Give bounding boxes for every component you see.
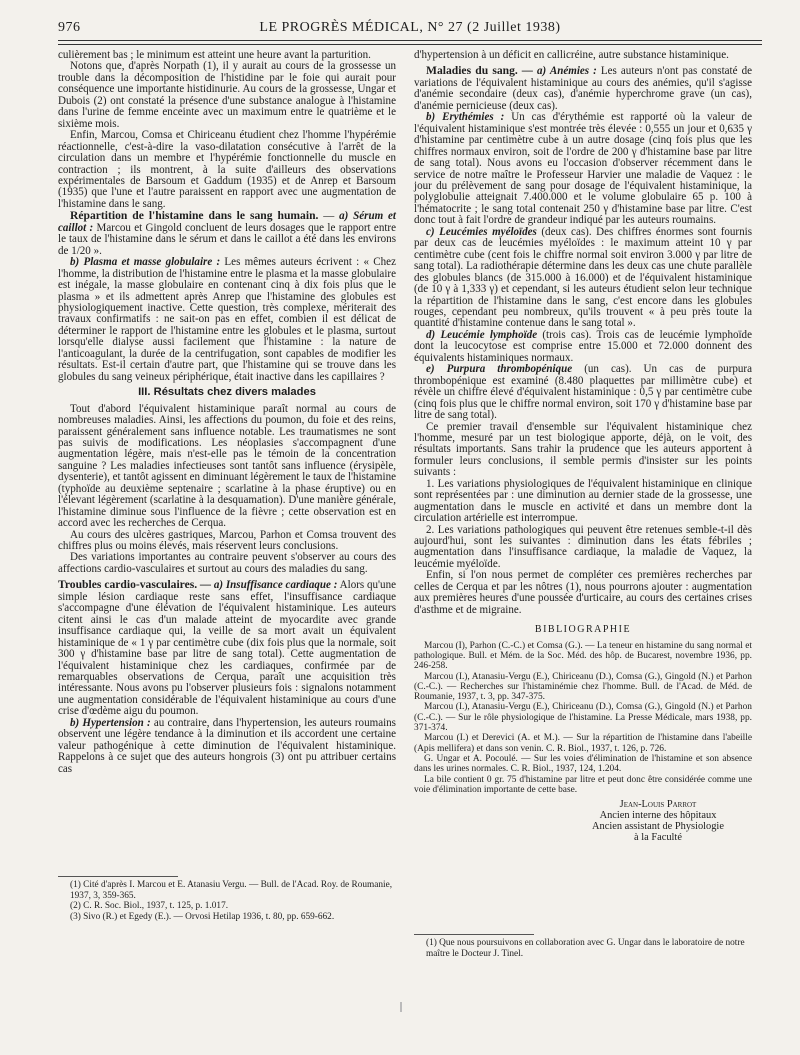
paragraph: 2. Les variations pathologiques qui peuvent être retenues semble-t-il dès aujourd'hui, sont les suivantes : diminution dans les états fébriles ; augmentation dans l'insuffisance cardiaque, la maladie de Vaquez, la leucémie myéloïde. xyxy=(414,523,752,570)
footnotes-right xyxy=(414,934,752,959)
bibliography-heading: BIBLIOGRAPHIE xyxy=(534,624,632,636)
print-mark xyxy=(400,1002,402,1012)
subheading-label: — a) Insuffisance cardiaque : xyxy=(197,579,338,592)
footnote-rule xyxy=(414,934,534,935)
paragraph: Répartition de l'histamine dans le sang humain. — a) Sérum et caillot : Marcou et Gingold concluent de leurs dosages que le rapport entre le taux de l'histamine dans le sérum et dans le caillot a été dans les environs de 1/20 ». xyxy=(58,209,396,257)
paragraph-text: Les auteurs n'ont pas constaté de variations de l'équivalent histaminique au cours des anémies, qu'il s'agisse d'anémie secondaire (deux cas), d'anémie hyperchrome grave (un cas), d'anémie pernicieuse (deux cas). xyxy=(414,65,752,112)
bibliography-entry: Marcou (I.) et Derevici (A. et M.). — Sur la répartition de l'histamine dans l'abeille (Apis mellifera) et dans son venin. C. R. Biol., 1937, t. 126, p. 726. xyxy=(414,733,752,754)
subheading-label: b) Hypertension : xyxy=(70,716,151,729)
subheading-label: e) Purpura thrombopénique xyxy=(426,363,573,376)
footnote: (1) Que nous poursuivons en collaboration avec G. Ungar dans le laboratoire de notre maître le Docteur J. Tinel. xyxy=(426,938,745,959)
subheading-label: a) Sérum et caillot : xyxy=(58,210,396,234)
paragraph: Ce premier travail d'ensemble sur l'équivalent histaminique chez l'homme, mesuré par un test biologique apporte, déjà, on le voit, des résultats importants. Sans trahir la prudence que les auteurs apportent à formuler leurs conclusions, il semble permis d'insister sur les points suivants : xyxy=(414,420,752,479)
subheading: Troubles cardio-vasculaires. xyxy=(58,578,198,592)
left-column xyxy=(58,50,396,775)
paragraph xyxy=(414,112,752,227)
running-head xyxy=(58,20,762,38)
paragraph xyxy=(58,257,396,383)
paragraph xyxy=(414,364,752,421)
header-rule xyxy=(58,40,762,45)
paragraph xyxy=(414,227,752,330)
paragraph: Tout d'abord l'équivalent histaminique paraît normal au cours de nombreuses maladies. Ainsi, les affections du poumon, du foie et des reins, paraissent généralement sans influence notable. Les traumatismes ne sont pas suivis de modifications. Les néoplasies s'accompagnent d'une augmentation légère, mais n'est-elle pas le témoin de la concentration sanguine ? Les maladies infectieuses sont tantôt sans influence (érysipèle, dysenterie), et tantôt agissent en diminuant légèrement le taux de l'histamine (typhoïde au deuxième septenaire ; scarlatine à la phase éruptive) ou en l'élevant légèrement (scarlatine à la desquamation). D'une manière générale, l'histamine diminue sous l'influence de la fièvre ; cette observation est en accord avec les recherches de Cerqua. xyxy=(58,402,396,530)
bibliography-entry: Marcou (I), Parhon (C.-C.) et Comsa (G.). — La teneur en histamine du sang normal et pathologique. Bull. et Mém. de la Soc. Méd. des hôp. de Bucarest, novembre 1936, pp. 246-258. xyxy=(414,640,752,672)
subheading-label: — a) Anémies : xyxy=(517,65,597,78)
footnotes-left xyxy=(58,876,396,922)
paragraph-text: au contraire, dans l'hypertension, les auteurs roumains observent une légère tendance à la diminution et ils accordent une certaine valeur pathogénique à cette diminution de l'équivalent histaminique. Rappelons à ce sujet que des auteurs hongrois (3) ont pu attribuer certains cas xyxy=(58,716,396,775)
subheading-label: b) Erythémies : xyxy=(426,111,505,124)
subheading: Répartition de l'histamine dans le sang humain. xyxy=(70,209,319,223)
paragraph-text: Alors qu'une simple lésion cardiaque reste sans effet, l'insuffisance cardiaque s'accompagne d'une élévation de l'équivalent histaminique. Les auteurs citent ainsi le cas d'un malade atteint de myocardite avec grande insuffisance cardiaque qui, la veille de sa mort avait un équivalent histaminique de « 1 γ par centimètre cube (dix fois plus que la normale, soit 300 γ d'histamine base par litre de sang total). Cette augmentation de l'équivalent histaminique chez les cardiaques, confirmée par de remarquables observations de Cerqua, paraît une acquisition très intéressante. Nous avons pu l'observer plusieurs fois : signalons notamment une augmentation considérable de l'équivalent histaminique au cours d'une crise d'œdème aigu du poumon. xyxy=(58,579,396,718)
bibliography xyxy=(414,641,752,795)
paragraph-text: (un cas). Un cas de purpura thrombopénique est examiné (8.480 plaquettes par millimètre cube) et révèle un chiffre élevé d'équivalent histaminique : 0,5 γ par centimètre cube (cinq fois plus que le chiffre normal environ, soit 170 γ d'histamine base par litre de sang total). xyxy=(414,363,753,422)
bibliography-entry: Marcou (I.), Atanasiu-Vergu (E.), Chiriceanu (D.), Comsa (G.), Gingold (N.) et Parhon (C.-C.). — Sur le rôle physiologique de l'histamine. La Presse Médicale, mars 1938, pp. 371-374. xyxy=(414,702,752,734)
footnote-rule xyxy=(58,876,178,877)
paragraph-text: Marcou et Gingold concluent de leurs dosages que le rapport entre le taux de l'histamine dans le sérum et dans le caillot a été dans les environs de 1/20 ». xyxy=(58,221,396,257)
paragraph-text: Un cas d'érythémie est rapporté où la valeur de l'équivalent histaminique s'est montrée très élevée : 0,555 un jour et 0,635 γ d'histamine par centimètre cube à un autre dosage (cinq fois plus que les chiffres normaux environ, soit de l'ordre de 200 γ d'histamine base par litre de sang total). Nous avons eu l'occasion d'observer récemment dans le service de notre maître le Professeur Harvier une maladie de Vaquez : le jour du prélèvement de sang pour dosage de l'équivalent histaminique, la polyglobulie atteignait 7.400.000 et le volume globulaire 65 p. 100 à l'hématocrite ; le sang total contenait 250 γ d'histamine base par litre. C'est donc tout à fait l'ordre de grandeur indiqué par les auteurs roumains. xyxy=(414,111,752,227)
paragraph: Au cours des ulcères gastriques, Marcou, Parhon et Comsa trouvent des chiffres plus ou moins élevés, mais réservent leurs conclusions. xyxy=(58,528,396,553)
paragraph-text: (deux cas). Des chiffres énormes sont fournis par deux cas de leucémies myéloïdes : le maximum atteint 10 γ par centimètre cube (cent fois le chiffre normal soit environ 3.000 γ par litre de sang total). La radiothérapie détermine dans les deux cas une chute parallèle des globules blancs (de 315.000 à 16.000) et de l'équivalent histaminique (de 10 γ à 1,333 γ) et cependant, si les auteurs étudient selon leur technique la répartition de l'histamine dans le sang, c'est encore dans les globules rouges, cependant peu nombreux, qu'ils trouvent « à peu près toute la quantité d'histamine contenue dans le sang total ». xyxy=(414,225,752,330)
right-column xyxy=(414,50,752,843)
author-title: à la Faculté xyxy=(634,832,682,844)
subheading-label: d) Leucémie lymphoïde xyxy=(426,328,538,341)
subheading-label: c) Leucémies myéloïdes xyxy=(426,225,537,238)
paragraph xyxy=(414,65,752,112)
paragraph xyxy=(414,330,752,364)
paragraph: d'hypertension à un déficit en callicréine, autre substance histaminique. xyxy=(414,49,729,61)
journal-title: LE PROGRÈS MÉDICAL, N° 27 (2 Juillet 1938) xyxy=(259,20,561,35)
bibliography-entry: Marcou (I.), Atanasiu-Vergu (E.), Chiriceanu (D.), Comsa (G.), Gingold (N.) et Parhon (C.-C.). — Recherches sur l'histaminémie chez l'homme. Bull. de l'Acad. de Méd. de Roumanie, 1937, t. 3, pp. 347-375. xyxy=(414,671,752,703)
author-title: Ancien assistant de Physiologie xyxy=(592,821,724,833)
page-number: 976 xyxy=(58,20,81,35)
paragraph: Notons que, d'après Norpath (1), il y aurait au cours de la grossesse un trouble dans la décomposition de l'histidine par le foie qui aurait pour conséquence une importante histidinurie. Au cours de la grossesse, Ungar et Dubois (2) ont constaté la présence d'une substance analogue à l'histamine dans l'urine de femme enceinte avec un maximum entre le quatrième et le sixième mois. xyxy=(58,60,396,130)
paragraph-text: (trois cas). Trois cas de leucémie lymphoïde dont la leucocytose est comprise entre 15.000 et 72.000 donnent des équivalents histaminiques normaux. xyxy=(414,328,752,364)
author-title: Ancien interne des hôpitaux xyxy=(599,810,717,822)
subheading: Maladies du sang. xyxy=(426,64,518,78)
paragraph: Enfin, si l'on nous permet de compléter ces premières recherches par celles de Cerqua et par les nôtres (1), nous pourrons ajouter : augmentation aux premières heures d'une poussée d'urticaire, au cours des certaines crises d'asthme et de migraine. xyxy=(414,569,752,616)
paragraph xyxy=(58,579,396,717)
footnote: (2) C. R. Soc. Biol., 1937, t. 125, p. 1.017. xyxy=(70,901,229,911)
paragraph xyxy=(58,718,396,775)
paragraph: Enfin, Marcou, Comsa et Chiriceanu étudient chez l'homme l'hypérémie réactionnelle, c'est-à-dire la vaso-dilatation consécutive à l'arrêt de la circulation dans un membre et l'hypérémie fonctionnelle du muscle en contraction ; ils montrent, à la suite d'ailleurs des observations expérimentales de Barsoum et Gaddum (1935) et de Anrep et Barsoum (1935) que l'une et l'autre paraissent en rapport avec une augmentation de l'histamine dans le sang. xyxy=(58,129,396,210)
paragraph: 1. Les variations physiologiques de l'équivalent histaminique en clinique sont représentées par : une diminution au dernier stade de la grossesse, une augmentation dans le muscle en activité et dans un membre dont la circulation artérielle est interrompue. xyxy=(414,477,752,525)
bibliography-entry: G. Ungar et A. Pocoulé. — Sur les voies d'élimination de l'histamine et son absence dans les urines normales. C. R. Biol., 1937, 124, 1.204. xyxy=(414,753,752,775)
author-signature xyxy=(564,799,752,843)
footnote: (1) Cité d'après I. Marcou et E. Atanasiu Vergu. — Bull. de l'Acad. Roy. de Roumanie, 1937, 3, 359-365. xyxy=(70,880,393,901)
paragraph: culièrement bas ; le minimum est atteint une heure avant la parturition. xyxy=(58,49,371,61)
bibliography-entry: La bile contient 0 gr. 75 d'histamine par litre et peut donc être considérée comme une voie d'élimination importante de cette base. xyxy=(414,774,752,795)
footnote: (3) Sivo (R.) et Egedy (E.). — Orvosi Hetilap 1936, t. 80, pp. 659-662. xyxy=(70,911,335,922)
paragraph: Des variations importantes au contraire peuvent s'observer au cours des affections cardio-vasculaires et surtout au cours des maladies du sang. xyxy=(58,551,396,575)
section-heading: III. Résultats chez divers malades xyxy=(138,386,316,399)
paragraph-text: Les mêmes auteurs écrivent : « Chez l'homme, la distribution de l'histamine entre le plasma et la masse globulaire est inégale, la masse globulaire en contenant cinq à dix fois plus que le plasma » et ils admettent après Anrep que l'histamine des globules est physiologiquement inactive. Cette question, très complexe, mériterait des travaux confirmatifs : ne sait-on pas en effet, combien il est délicat de déterminer le rapport de l'histamine entre les globules et le plasma, surtout lorsqu'elle dialyse aussi facilement que l'histamine : la nature de l'anticoagulant, la durée de la centrifugation, sont capables de modifier les résultats. Est-il certain d'autre part, que l'histamine qui se trouve dans les globules du sang veineux périphérique, était inactive dans les capillaires ? xyxy=(58,256,396,383)
subheading-label: b) Plasma et masse globulaire : xyxy=(70,256,221,269)
author-name: Jean-Louis Parrot xyxy=(619,799,697,811)
